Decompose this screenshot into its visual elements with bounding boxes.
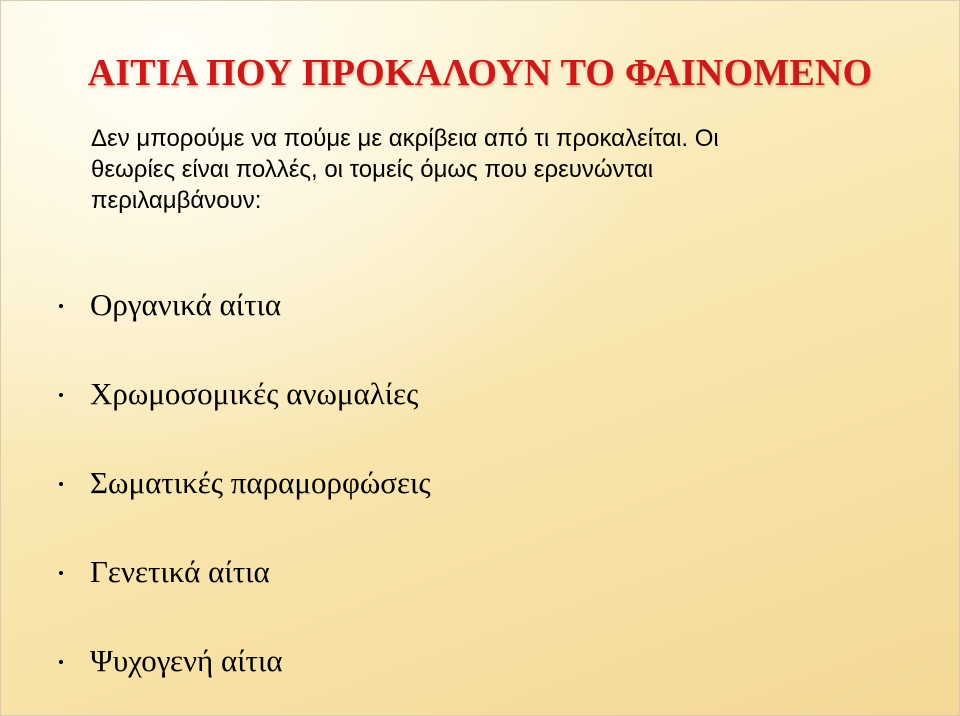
list-item-label: Οργανικά αίτια [90, 287, 282, 322]
bullet-icon [59, 304, 63, 308]
bullet-icon [59, 571, 63, 575]
intro-line: περιλαμβάνουν: [91, 187, 262, 214]
list-item-label: Γενετικά αίτια [90, 554, 270, 589]
list-item-label: Ψυχογενή αίτια [90, 643, 283, 678]
list-item [57, 372, 431, 461]
bullet-icon [59, 393, 63, 397]
intro-paragraph [91, 123, 871, 216]
intro-line: θεωρίες είναι πολλές, οι τομείς όμως που ερευνώνται [91, 156, 654, 183]
bullet-icon [59, 660, 63, 664]
list-item-label: Σωματικές παραμορφώσεις [90, 465, 431, 500]
bullet-icon [59, 482, 63, 486]
intro-line: Δεν μπορούμε να πούμε με ακρίβεια από τι προκαλείται. Οι [91, 125, 719, 152]
list-item [57, 550, 431, 639]
list-item-label: Χρωμοσομικές ανωμαλίες [90, 376, 419, 411]
causes-list [57, 283, 431, 716]
list-item [57, 639, 431, 716]
list-item [57, 461, 431, 550]
slide-title: ΑΙΤΙΑ ΠΟΥ ΠΡΟΚΑΛΟΥΝ ΤΟ ΦΑΙΝΟΜΕΝΟ [87, 52, 873, 94]
list-item [57, 283, 431, 372]
